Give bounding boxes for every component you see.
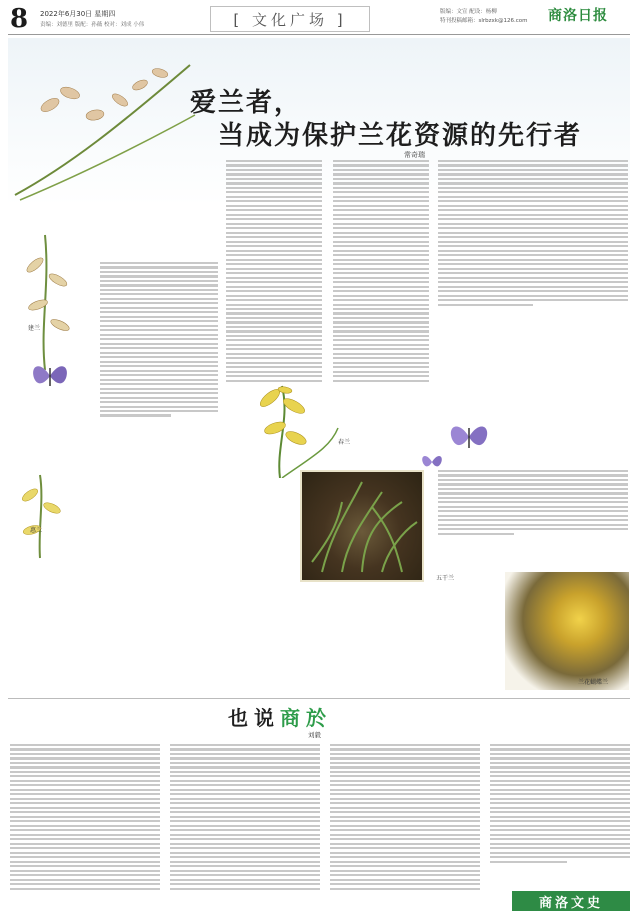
plant-foliage-illustration <box>302 472 422 580</box>
butterfly-illustration-right <box>447 418 491 456</box>
article1-byline: 常奇瑞 <box>404 151 425 159</box>
footer-brand-label: 商洛文史 <box>538 895 603 911</box>
butterfly-illustration-small <box>420 452 444 472</box>
article1-column-4b <box>438 470 628 535</box>
right-editors-line-1: 版编：文宣 配设：杨柳 <box>440 9 497 15</box>
article2-column-4 <box>490 744 630 863</box>
article2-column-1 <box>10 744 160 890</box>
huilan-flower-illustration <box>10 470 70 560</box>
right-editors-line-2: 特刊投稿邮箱：slrbzxk@126.com <box>440 18 528 24</box>
jianlan-flower-illustration <box>10 225 85 375</box>
page-number: 8 <box>10 4 29 34</box>
article2-column-2 <box>170 744 320 890</box>
section-title: [ 文化广场 ] <box>210 6 370 32</box>
orchid-spray-illustration <box>10 45 200 205</box>
caption-huilan: 惠兰 <box>30 527 43 534</box>
footer-brand <box>512 891 630 911</box>
caption-chunlan: 春兰 <box>338 439 351 446</box>
article2-title-accent: 商於 <box>280 706 332 730</box>
caption-wuganlan: 五干兰 <box>436 575 455 582</box>
section-divider <box>8 698 630 699</box>
article1-title-line-2: 当成为保护兰花资源的先行者 <box>218 121 583 151</box>
butterfly-illustration-left <box>30 358 70 394</box>
chunlan-flower-illustration <box>230 378 340 478</box>
article2-byline: 刘毅 <box>308 731 321 739</box>
article1-column-2 <box>226 160 322 382</box>
issue-date: 2022年6月30日 星期四 <box>40 10 116 18</box>
caption-diedie: 兰花蝴蝶兰 <box>578 679 609 686</box>
article1-column-4 <box>438 160 628 306</box>
article1-column-3 <box>333 160 429 382</box>
wuganlan-photo <box>300 470 424 582</box>
article2-title <box>228 702 332 731</box>
article1-column-1 <box>100 262 218 417</box>
editors-line: 责编：刘德里 版配：孙薇 校对：刘成 小伟 <box>40 22 145 28</box>
article2-column-3 <box>330 744 480 890</box>
article1-title-line-1: 爱兰者， <box>190 88 303 118</box>
right-editors <box>440 8 535 26</box>
newspaper-brand: 商洛日报 <box>548 8 608 24</box>
masthead-rule <box>8 34 630 35</box>
article2-title-prefix: 也说 <box>228 706 280 730</box>
caption-jianlan: 建兰 <box>28 325 41 332</box>
diedie-photo <box>505 572 629 690</box>
